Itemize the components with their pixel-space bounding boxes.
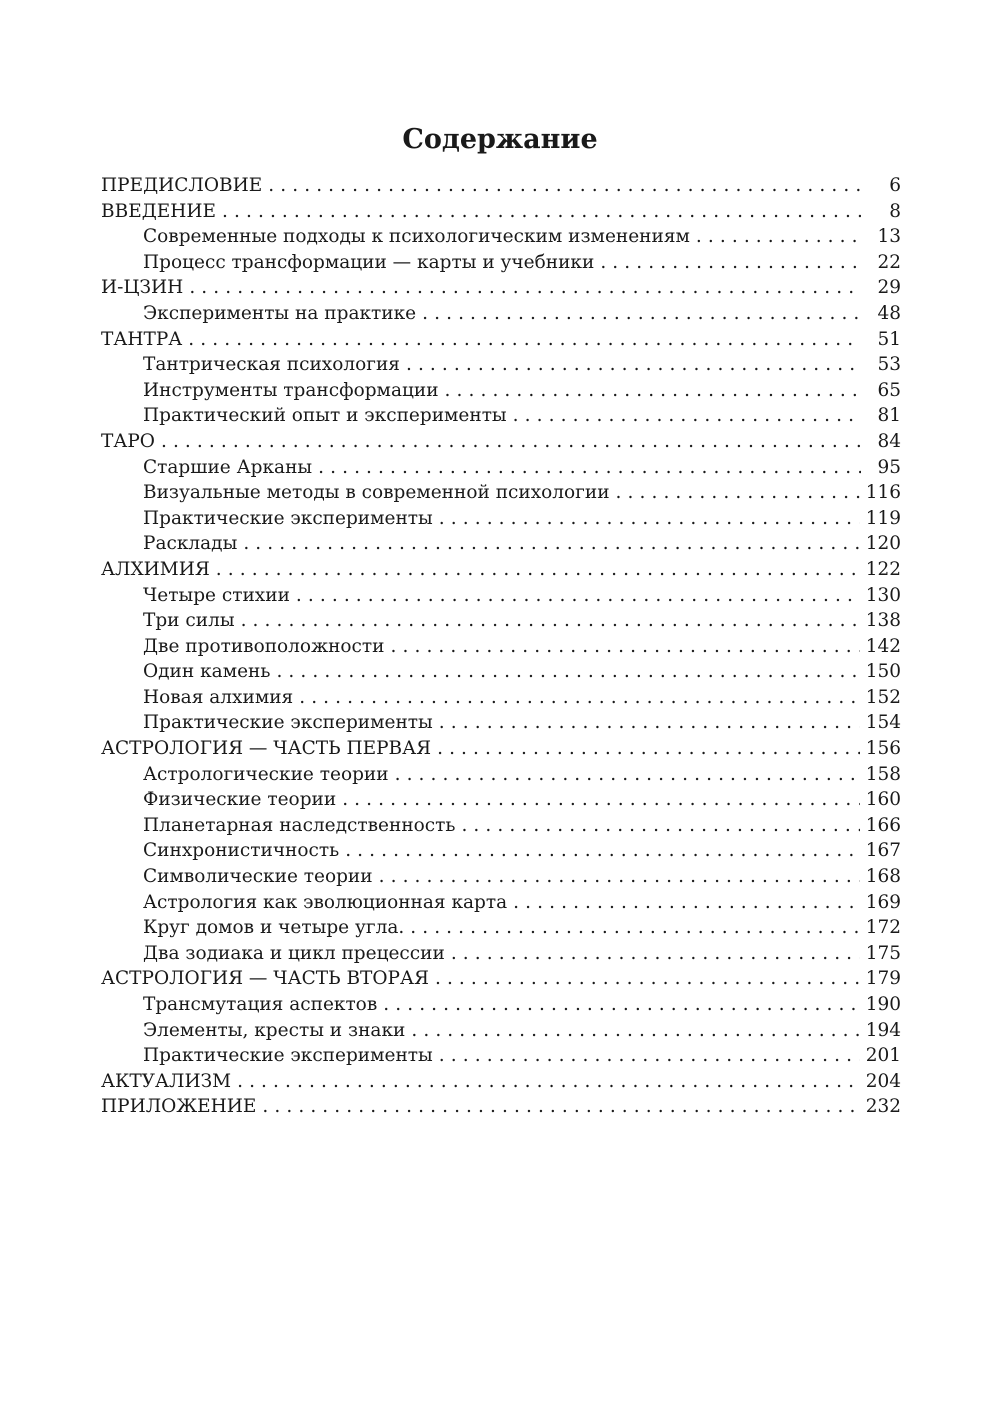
toc-chapter-entry[interactable] xyxy=(101,736,901,762)
dot-leader xyxy=(318,455,861,481)
dot-leader xyxy=(268,173,861,199)
toc-page-number: 13 xyxy=(877,226,901,248)
toc-entry-title: Один камень xyxy=(143,661,271,683)
dot-leader xyxy=(411,1018,859,1044)
toc-subsection-entry[interactable] xyxy=(101,787,901,813)
dot-leader xyxy=(422,301,861,327)
toc-entry-title: ТАРО xyxy=(101,430,155,452)
toc-page-number: 204 xyxy=(865,1070,901,1092)
toc-subsection-entry[interactable] xyxy=(101,403,901,429)
dot-leader xyxy=(395,762,860,788)
toc-page-number: 179 xyxy=(865,968,901,990)
toc-subsection-entry[interactable] xyxy=(101,1043,901,1069)
toc-page-number: 232 xyxy=(865,1096,901,1118)
toc-entry-title: Инструменты трансформации xyxy=(143,379,439,401)
toc-page-number: 156 xyxy=(865,738,901,760)
toc-page-number: 172 xyxy=(865,917,901,939)
toc-subsection-entry[interactable] xyxy=(101,710,901,736)
toc-entry-title: Элементы, кресты и знаки xyxy=(143,1019,406,1041)
toc-entry-title: Четыре стихии xyxy=(143,584,290,606)
toc-entry-title: Синхронистичность xyxy=(143,840,340,862)
toc-entry-title: ТАНТРА xyxy=(101,328,183,350)
dot-leader xyxy=(391,634,860,660)
toc-subsection-entry[interactable] xyxy=(101,1018,901,1044)
toc-chapter-entry[interactable] xyxy=(101,429,901,455)
table-of-contents xyxy=(101,173,901,1120)
toc-page-number: 138 xyxy=(865,610,901,632)
toc-entry-title: Практические эксперименты xyxy=(143,507,433,529)
toc-subsection-entry[interactable] xyxy=(101,813,901,839)
toc-subsection-entry[interactable] xyxy=(101,890,901,916)
toc-subsection-entry[interactable] xyxy=(101,352,901,378)
toc-page-number: 169 xyxy=(865,891,901,913)
toc-entry-title: Два зодиака и цикл прецессии xyxy=(143,942,445,964)
toc-page-number: 154 xyxy=(865,712,901,734)
toc-page-number: 120 xyxy=(865,533,901,555)
toc-entry-title: Визуальные методы в современной психологии xyxy=(143,482,610,504)
toc-chapter-entry[interactable] xyxy=(101,199,901,225)
toc-subsection-entry[interactable] xyxy=(101,455,901,481)
toc-page-number: 201 xyxy=(865,1045,901,1067)
toc-subsection-entry[interactable] xyxy=(101,634,901,660)
toc-entry-title: Эксперименты на практике xyxy=(143,302,417,324)
dot-leader xyxy=(161,429,861,455)
toc-entry-title: Расклады xyxy=(143,533,238,555)
toc-entry-title: АСТРОЛОГИЯ — ЧАСТЬ ВТОРАЯ xyxy=(101,968,429,990)
toc-page-number: 122 xyxy=(865,558,901,580)
toc-entry-title: Три силы xyxy=(143,610,235,632)
toc-subsection-entry[interactable] xyxy=(101,659,901,685)
toc-entry-title: ВВЕДЕНИЕ xyxy=(101,200,217,222)
toc-page-number: 48 xyxy=(877,302,901,324)
page-title: Содержание xyxy=(402,124,598,155)
toc-entry-title: Практический опыт и эксперименты xyxy=(143,405,507,427)
toc-chapter-entry[interactable] xyxy=(101,275,901,301)
toc-entry-title: Процесс трансформации — карты и учебники xyxy=(143,251,595,273)
dot-leader xyxy=(342,787,859,813)
toc-entry-title: Астрология как эволюционная карта xyxy=(143,891,508,913)
toc-page-number: 160 xyxy=(865,789,901,811)
toc-page-number: 167 xyxy=(865,840,901,862)
dot-leader xyxy=(243,531,859,557)
dot-leader xyxy=(216,557,860,583)
toc-page-number: 6 xyxy=(889,175,901,196)
toc-entry-title: Две противоположности xyxy=(143,635,385,657)
toc-entry-title: ПРЕДИСЛОВИЕ xyxy=(101,175,263,196)
toc-page-number: 65 xyxy=(877,379,901,401)
toc-page-number: 8 xyxy=(889,200,901,222)
toc-entry-title: ПРИЛОЖЕНИЕ xyxy=(101,1096,257,1118)
toc-entry-title: Трансмутация аспектов xyxy=(143,994,378,1015)
toc-entry-title: Тантрическая психология xyxy=(143,354,400,376)
toc-subsection-entry[interactable] xyxy=(101,301,901,327)
toc-entry-title: Символические теории xyxy=(143,866,373,888)
dot-leader xyxy=(461,813,859,839)
toc-subsection-entry[interactable] xyxy=(101,608,901,634)
toc-chapter-entry[interactable] xyxy=(101,557,901,583)
toc-page-number: 51 xyxy=(877,328,901,350)
toc-page-number: 84 xyxy=(877,430,901,452)
toc-entry-title: Новая алхимия xyxy=(143,686,294,708)
dot-leader xyxy=(435,966,860,992)
toc-entry-title: Старшие Арканы xyxy=(143,456,313,478)
toc-subsection-entry[interactable] xyxy=(101,378,901,404)
dot-leader xyxy=(379,864,860,890)
dot-leader xyxy=(600,250,861,276)
toc-page-number: 130 xyxy=(865,584,901,606)
dot-leader xyxy=(222,199,861,225)
toc-subsection-entry[interactable] xyxy=(101,685,901,711)
toc-subsection-entry[interactable] xyxy=(101,531,901,557)
toc-entry-title: Астрологические теории xyxy=(143,763,389,785)
toc-page-number: 116 xyxy=(865,482,901,504)
toc-entry-title: Современные подходы к психологическим изменениям xyxy=(143,226,690,248)
dot-leader xyxy=(451,941,860,967)
toc-subsection-entry[interactable] xyxy=(101,838,901,864)
toc-subsection-entry[interactable] xyxy=(101,250,901,276)
dot-leader xyxy=(696,224,861,250)
toc-chapter-entry[interactable] xyxy=(101,173,901,199)
toc-entry-title: И-ЦЗИН xyxy=(101,277,184,299)
toc-page-number: 81 xyxy=(877,405,901,427)
toc-page-number: 150 xyxy=(865,661,901,683)
dot-leader xyxy=(445,378,861,404)
dot-leader xyxy=(406,352,861,378)
toc-chapter-entry[interactable] xyxy=(101,1094,901,1120)
toc-entry-title: АЛХИМИЯ xyxy=(101,558,210,580)
dot-leader xyxy=(383,992,859,1018)
toc-page-number: 194 xyxy=(865,1019,901,1041)
toc-entry-title: Круг домов и четыре угла. xyxy=(143,917,405,939)
dot-leader xyxy=(299,685,859,711)
dot-leader xyxy=(616,480,860,506)
toc-entry-title: АКТУАЛИЗМ xyxy=(101,1070,232,1092)
toc-page-number: 142 xyxy=(865,635,901,657)
dot-leader xyxy=(189,275,861,301)
dot-leader xyxy=(439,710,860,736)
toc-subsection-entry[interactable] xyxy=(101,941,901,967)
toc-subsection-entry[interactable] xyxy=(101,864,901,890)
toc-subsection-entry[interactable] xyxy=(101,224,901,250)
toc-page-number: 168 xyxy=(865,866,901,888)
toc-page-number: 175 xyxy=(865,942,901,964)
dot-leader xyxy=(237,1069,860,1095)
dot-leader xyxy=(513,890,860,916)
dot-leader xyxy=(276,659,859,685)
dot-leader xyxy=(437,736,860,762)
dot-leader xyxy=(513,403,861,429)
toc-entry-title: Практические эксперименты xyxy=(143,1045,433,1067)
toc-subsection-entry[interactable] xyxy=(101,583,901,609)
dot-leader xyxy=(296,583,860,609)
toc-page-number: 158 xyxy=(865,763,901,785)
dot-leader xyxy=(410,915,859,941)
toc-page-number: 95 xyxy=(877,456,901,478)
dot-leader xyxy=(439,1043,860,1069)
toc-subsection-entry[interactable] xyxy=(101,506,901,532)
toc-page-number: 29 xyxy=(877,277,901,299)
toc-chapter-entry[interactable] xyxy=(101,1069,901,1095)
toc-page-number: 190 xyxy=(865,994,901,1015)
toc-entry-title: АСТРОЛОГИЯ — ЧАСТЬ ПЕРВАЯ xyxy=(101,738,432,760)
toc-chapter-entry[interactable] xyxy=(101,966,901,992)
toc-subsection-entry[interactable] xyxy=(101,480,901,506)
toc-chapter-entry[interactable] xyxy=(101,327,901,353)
toc-page-number: 53 xyxy=(877,354,901,376)
toc-entry-title: Планетарная наследственность xyxy=(143,814,456,836)
dot-leader xyxy=(345,838,860,864)
toc-page-number: 22 xyxy=(877,251,901,273)
toc-subsection-entry[interactable] xyxy=(101,992,901,1018)
toc-subsection-entry[interactable] xyxy=(101,762,901,788)
toc-page-number: 119 xyxy=(865,507,901,529)
toc-entry-title: Физические теории xyxy=(143,789,337,811)
toc-page-number: 166 xyxy=(865,814,901,836)
dot-leader xyxy=(188,327,861,353)
dot-leader xyxy=(262,1094,859,1120)
dot-leader xyxy=(241,608,860,634)
dot-leader xyxy=(439,506,860,532)
toc-entry-title: Практические эксперименты xyxy=(143,712,433,734)
toc-page-number: 152 xyxy=(865,686,901,708)
toc-subsection-entry[interactable] xyxy=(101,915,901,941)
